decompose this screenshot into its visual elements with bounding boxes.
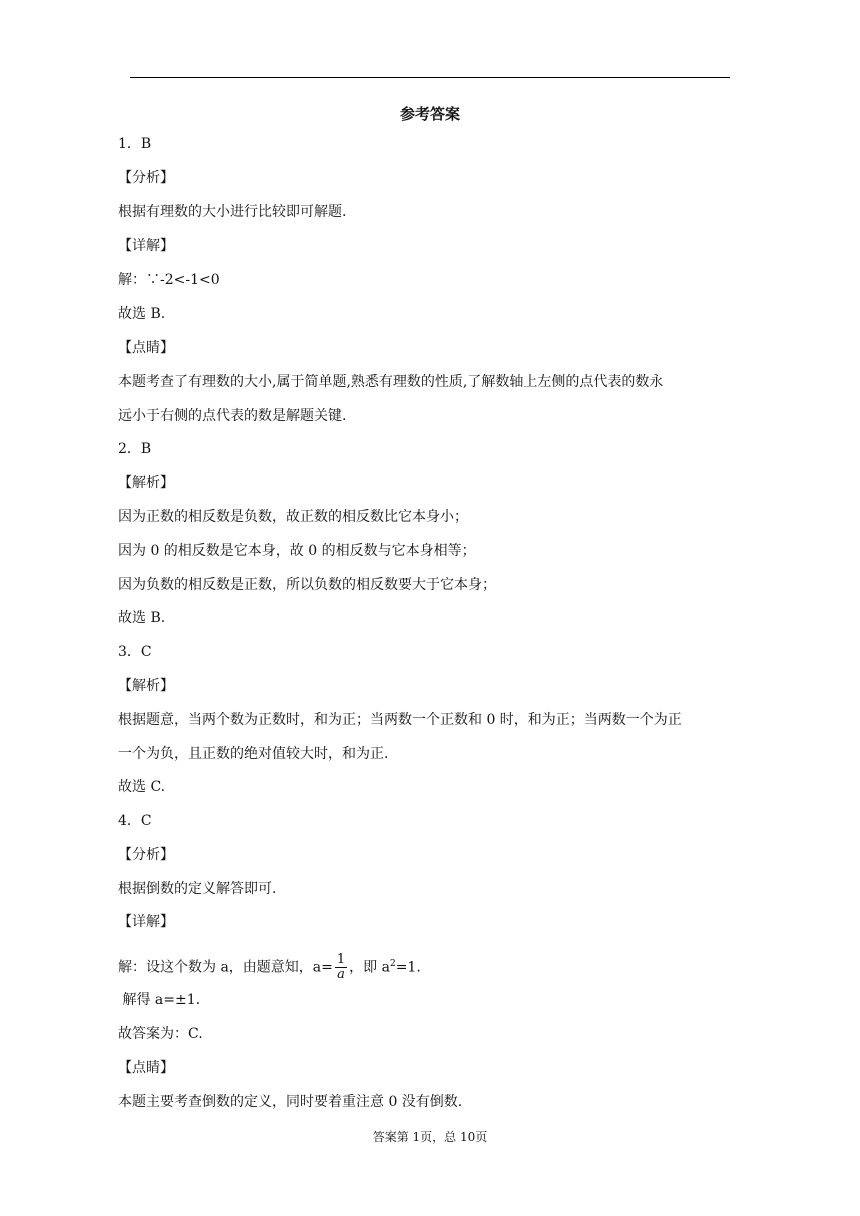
section-heading: 【点睛】 xyxy=(118,340,174,356)
equation-prefix: 解：设这个数为 a，由题意知，a= xyxy=(118,959,333,976)
text-line: 根据倒数的定义解答即可. xyxy=(118,881,277,897)
equation-superscript: 2 xyxy=(389,959,396,969)
fraction-denominator: a xyxy=(337,967,345,983)
text-line: 一个为负，且正数的绝对值较大时，和为正. xyxy=(118,746,389,762)
section-heading: 【解析】 xyxy=(118,678,174,694)
text-line: 本题考查了有理数的大小,属于简单题,熟悉有理数的性质,了解数轴上左侧的点代表的数永 xyxy=(118,374,664,390)
text-line: 根据有理数的大小进行比较即可解题. xyxy=(118,204,347,220)
header-rule xyxy=(130,77,730,78)
section-heading: 【点睛】 xyxy=(118,1060,174,1076)
section-heading: 【详解】 xyxy=(118,914,174,930)
section-heading: 【分析】 xyxy=(118,170,174,186)
section-heading: 【详解】 xyxy=(118,238,174,254)
text-line: 故选 B. xyxy=(118,306,166,322)
question-3-answer: 3．C xyxy=(118,644,152,660)
text-line: 因为正数的相反数是负数，故正数的相反数比它本身小； xyxy=(118,509,468,525)
text-line: 远小于右侧的点代表的数是解题关键. xyxy=(118,408,347,424)
fraction-numerator: 1 xyxy=(336,952,346,968)
question-1-answer: 1．B xyxy=(118,136,152,152)
text-line: 解：∵-2<-1<0 xyxy=(118,272,220,288)
question-2-answer: 2．B xyxy=(118,441,152,457)
text-line: 解得 a=±1. xyxy=(118,992,201,1008)
text-line: 故选 B. xyxy=(118,610,166,626)
equation-suffix: =1. xyxy=(395,959,421,976)
text-line: 因为 0 的相反数是它本身，故 0 的相反数与它本身相等； xyxy=(118,543,476,559)
page-title: 参考答案 xyxy=(399,105,460,123)
text-line: 故选 C. xyxy=(118,779,166,795)
text-line: 本题主要考查倒数的定义，同时要着重注意 0 没有倒数. xyxy=(118,1094,463,1110)
text-line: 故答案为：C. xyxy=(118,1026,203,1042)
equation-middle: ，即 a xyxy=(349,959,390,976)
page-footer: 答案第 1页，总 10页 xyxy=(372,1130,488,1144)
question-4-answer: 4．C xyxy=(118,813,152,829)
section-heading: 【分析】 xyxy=(118,847,174,863)
section-heading: 【解析】 xyxy=(118,475,174,491)
fraction xyxy=(335,953,347,982)
text-line: 因为负数的相反数是正数，所以负数的相反数要大于它本身； xyxy=(118,577,496,593)
text-line: 根据题意，当两个数为正数时，和为正；当两数一个正数和 0 时，和为正；当两数一个为正 xyxy=(118,712,682,728)
equation-line xyxy=(118,950,421,982)
